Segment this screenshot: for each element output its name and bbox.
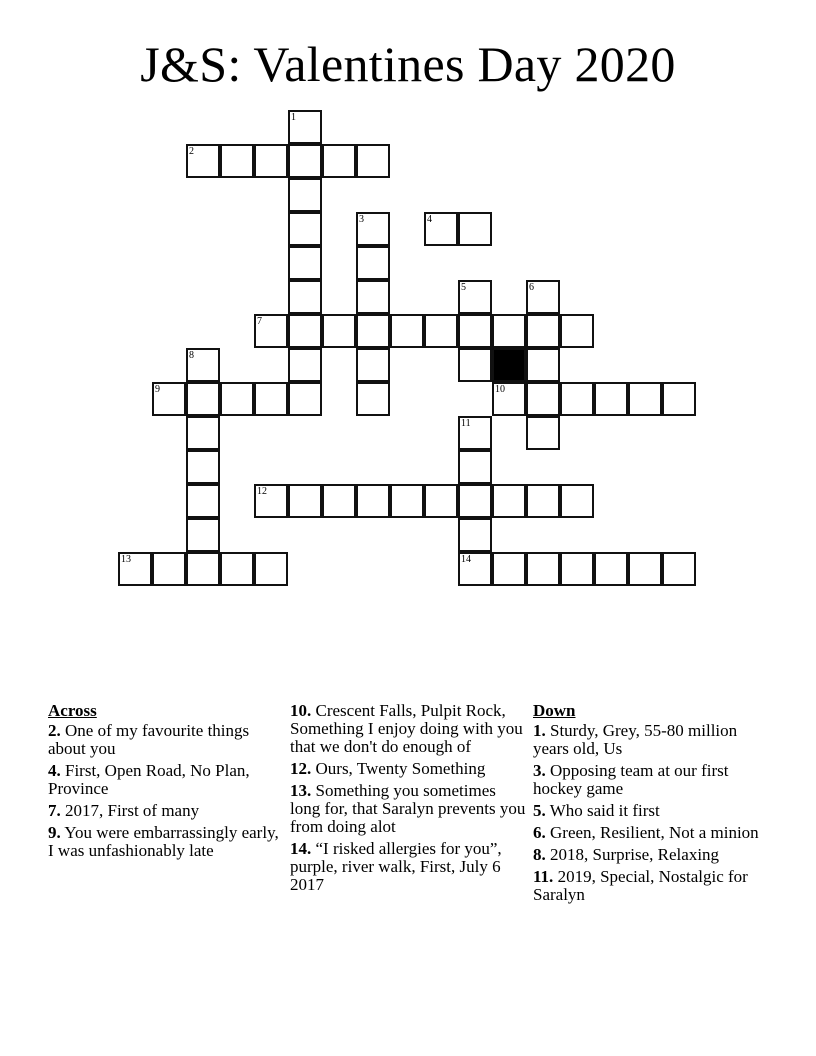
cell-number: 13 [121,554,131,565]
grid-cell[interactable] [458,348,492,382]
clue-number: 2. [48,721,61,740]
clue-text: Who said it first [549,801,660,820]
clue-text: Something you sometimes long for, that Saralyn prevents you from doing alot [290,781,526,836]
grid-cell[interactable] [492,552,526,586]
grid-cell[interactable] [186,382,220,416]
down-clue-5 [533,802,765,820]
across-clue-2 [48,722,280,758]
clue-text: Crescent Falls, Pulpit Rock, Something I enjoy doing with you that we don't do enough of [290,701,523,756]
grid-cell[interactable] [186,552,220,586]
grid-cell[interactable] [458,212,492,246]
cell-number: 1 [291,112,296,123]
clue-number: 9. [48,823,61,842]
cell-number: 9 [155,384,160,395]
clue-text: Opposing team at our first hockey game [533,761,729,798]
grid-cell[interactable] [458,280,492,314]
grid-cell[interactable] [288,178,322,212]
grid-cell[interactable] [254,484,288,518]
clue-text: You were embarrassingly early, I was unfashionably late [48,823,279,860]
cell-number: 11 [461,418,471,429]
grid-cell[interactable] [458,314,492,348]
clue-number: 3. [533,761,546,780]
grid-cell[interactable] [288,212,322,246]
grid-cell[interactable] [356,280,390,314]
cell-number: 12 [257,486,267,497]
across-clue-4 [48,762,280,798]
clues-column-1 [48,702,280,864]
down-clue-3 [533,762,765,798]
grid-cell[interactable] [424,212,458,246]
grid-cell[interactable] [288,280,322,314]
grid-cell[interactable] [186,416,220,450]
grid-cell[interactable] [492,382,526,416]
grid-cell[interactable] [458,416,492,450]
across-clue-10 [290,702,530,756]
grid-cell[interactable] [458,484,492,518]
clue-text: One of my favourite things about you [48,721,250,758]
across-clue-9 [48,824,280,860]
clue-number: 5. [533,801,546,820]
grid-cell[interactable] [118,552,152,586]
grid-cell[interactable] [526,416,560,450]
grid-cell[interactable] [288,382,322,416]
clue-text: 2018, Surprise, Relaxing [550,845,720,864]
cell-number: 10 [495,384,505,395]
grid-cell[interactable] [458,518,492,552]
grid-cell[interactable] [356,314,390,348]
grid-cell[interactable] [526,484,560,518]
grid-cell[interactable] [254,382,288,416]
down-clue-6 [533,824,765,842]
clue-text: Sturdy, Grey, 55-80 million years old, Us [533,721,738,758]
clue-number: 7. [48,801,61,820]
grid-cell[interactable] [390,484,424,518]
grid-cell[interactable] [390,314,424,348]
clue-number: 4. [48,761,61,780]
clue-number: 14. [290,839,312,858]
grid-cell[interactable] [560,314,594,348]
grid-cell[interactable] [424,484,458,518]
cell-number: 5 [461,282,466,293]
clue-text: Ours, Twenty Something [315,759,486,778]
clue-text: “I risked allergies for you”, purple, river walk, First, July 6 2017 [290,839,502,894]
grid-cell[interactable] [186,348,220,382]
clue-number: 6. [533,823,546,842]
grid-cell[interactable] [220,144,254,178]
grid-cell[interactable] [594,382,628,416]
grid-cell[interactable] [254,144,288,178]
grid-cell[interactable] [356,348,390,382]
down-clue-8 [533,846,765,864]
clue-number: 1. [533,721,546,740]
grid-cell[interactable] [594,552,628,586]
grid-cell[interactable] [560,382,594,416]
puzzle-title: J&S: Valentines Day 2020 [140,36,676,92]
down-clue-1 [533,722,765,758]
grid-cell[interactable] [628,382,662,416]
grid-cell[interactable] [356,246,390,280]
grid-cell[interactable] [526,280,560,314]
cell-number: 14 [461,554,471,565]
cell-number: 8 [189,350,194,361]
grid-cell[interactable] [322,314,356,348]
grid-cell[interactable] [560,552,594,586]
clues-column-2 [290,702,530,898]
grid-cell[interactable] [186,484,220,518]
grid-cell[interactable] [424,314,458,348]
grid-cell[interactable] [288,484,322,518]
grid-cell[interactable] [356,484,390,518]
grid-cell[interactable] [186,518,220,552]
grid-cell[interactable] [492,484,526,518]
grid-cell[interactable] [288,314,322,348]
grid-cell[interactable] [628,552,662,586]
grid-cell[interactable] [356,382,390,416]
grid-cell[interactable] [458,552,492,586]
grid-cell[interactable] [288,246,322,280]
clues-column-3 [533,702,765,908]
grid-cell[interactable] [526,348,560,382]
clue-number: 11. [533,867,554,886]
clue-number: 8. [533,845,546,864]
across-clue-13 [290,782,530,836]
clue-text: 2017, First of many [65,801,200,820]
across-clue-12 [290,760,530,778]
across-clue-14 [290,840,530,894]
cell-number: 6 [529,282,534,293]
grid-cell[interactable] [492,314,526,348]
grid-cell[interactable] [220,552,254,586]
grid-cell[interactable] [526,314,560,348]
down-heading: Down [533,701,576,720]
cell-number: 2 [189,146,194,157]
grid-cell[interactable] [526,382,560,416]
grid-cell[interactable] [254,552,288,586]
grid-cell[interactable] [186,144,220,178]
across-clue-7 [48,802,280,820]
grid-cell[interactable] [288,348,322,382]
cell-number: 3 [359,214,364,225]
grid-cell[interactable] [560,484,594,518]
grid-cell[interactable] [662,382,696,416]
clue-number: 12. [290,759,312,778]
grid-cell[interactable] [322,144,356,178]
grid-cell[interactable] [356,144,390,178]
grid-cell[interactable] [288,144,322,178]
grid-cell[interactable] [356,212,390,246]
grid-cell[interactable] [662,552,696,586]
black-square [492,348,526,382]
clue-text: First, Open Road, No Plan, Province [48,761,250,798]
grid-cell[interactable] [152,552,186,586]
grid-cell[interactable] [322,484,356,518]
clue-text: Green, Resilient, Not a minion [550,823,759,842]
grid-cell[interactable] [526,552,560,586]
grid-cell[interactable] [458,450,492,484]
clue-number: 13. [290,781,312,800]
grid-cell[interactable] [186,450,220,484]
down-clue-11 [533,868,765,904]
cell-number: 4 [427,214,432,225]
clue-text: 2019, Special, Nostalgic for Saralyn [533,867,748,904]
grid-cell[interactable] [288,110,322,144]
grid-cell[interactable] [254,314,288,348]
grid-cell[interactable] [152,382,186,416]
cell-number: 7 [257,316,262,327]
clue-number: 10. [290,701,312,720]
across-heading: Across [48,701,97,720]
grid-cell[interactable] [220,382,254,416]
